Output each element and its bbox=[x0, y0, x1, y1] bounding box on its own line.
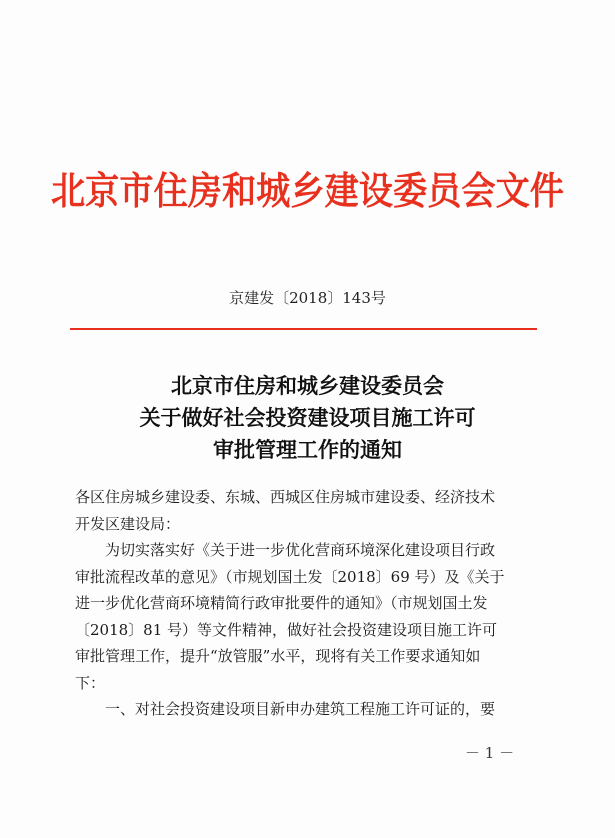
red-divider-line bbox=[70, 328, 537, 330]
document-header-title: 北京市住房和城乡建设委员会文件 bbox=[50, 168, 564, 213]
notice-title-line-3: 审批管理工作的通知 bbox=[213, 437, 402, 462]
body-line-2: 审批流程改革的意见》（市规划国土发〔2018〕69 号）及《关于 bbox=[75, 567, 505, 586]
notice-title-line-2: 关于做好社会投资建设项目施工许可 bbox=[139, 405, 476, 430]
body-line-5: 审批管理工作，提升“放管服”水平，现将有关工作要求通知如 bbox=[75, 647, 481, 665]
body-line-3: 进一步优化营商环境精简行政审批要件的通知》（市规划国土发 bbox=[75, 594, 488, 612]
body-line-7: 一、对社会投资建设项目新申办建筑工程施工许可证的，要 bbox=[105, 700, 496, 718]
addressee-line-2: 开发区建设局： bbox=[75, 514, 181, 533]
notice-body bbox=[75, 484, 545, 723]
notice-title bbox=[0, 370, 615, 466]
page-number: － 1 － bbox=[465, 744, 515, 762]
body-line-1: 为切实落实好《关于进一步优化营商环境深化建设项目行政 bbox=[105, 541, 496, 559]
body-line-4: 〔2018〕81 号）等文件精神，做好社会投资建设项目施工许可 bbox=[75, 620, 498, 639]
notice-title-line-1: 北京市住房和城乡建设委员会 bbox=[171, 373, 444, 398]
document-number: 京建发〔2018〕143号 bbox=[229, 289, 386, 307]
addressee-line-1: 各区住房城乡建设委、东城、西城区住房城市建设委、经济技术 bbox=[75, 488, 496, 506]
body-line-6: 下： bbox=[75, 673, 106, 692]
